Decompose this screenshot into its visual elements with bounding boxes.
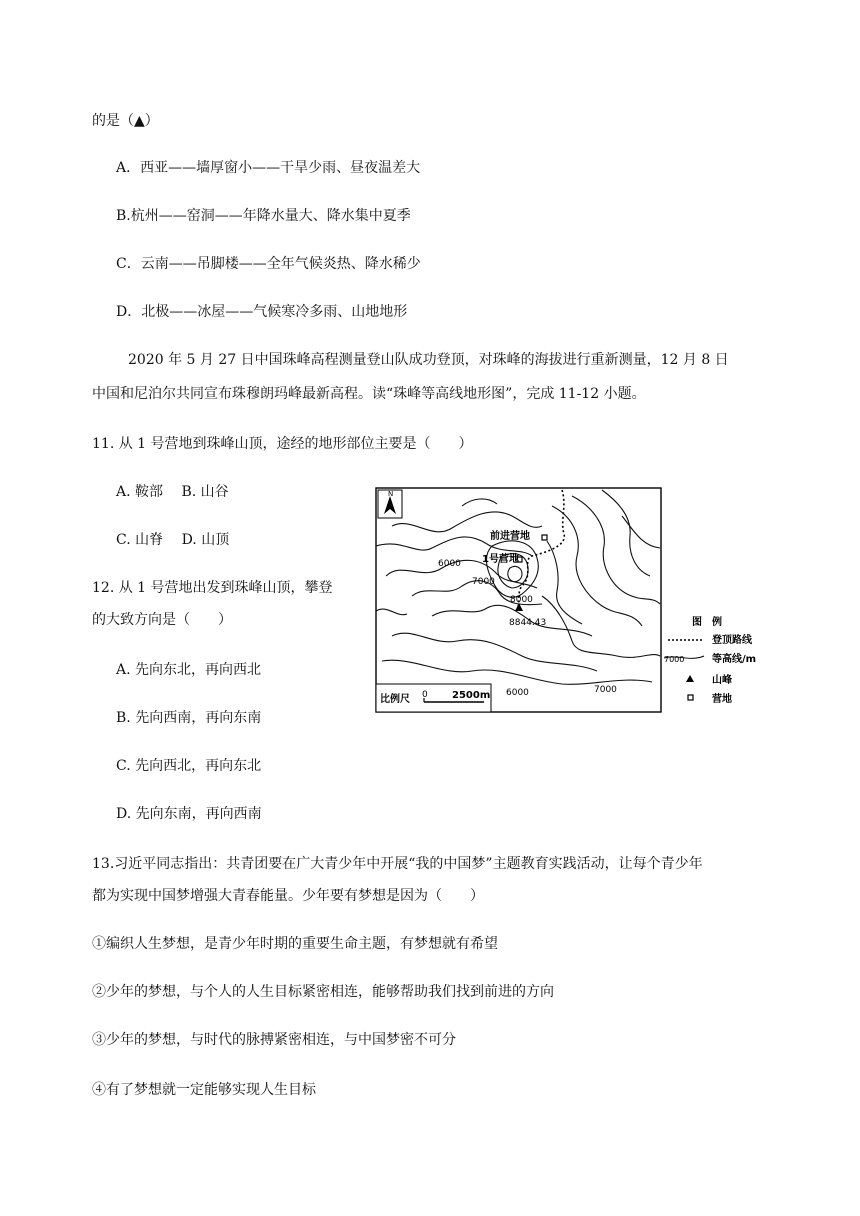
map-legend (664, 615, 756, 705)
q11-stem: 11. 从 1 号营地到珠峰山顶，途经的地形部位主要是（ ） (92, 436, 473, 452)
contour-lines (376, 490, 660, 684)
legend-contour-label: 等高线/m (712, 654, 757, 665)
peak-elevation-label: 8844.43 (509, 618, 547, 628)
passage-line-2: 中国和尼泊尔共同宣布珠穆朗玛峰最新高程。读“珠峰等高线地形图”，完成 11-12 小题。 (92, 386, 646, 402)
forward-camp-marker (542, 535, 547, 540)
legend-peak-icon (686, 675, 694, 682)
scale-bar (376, 684, 491, 712)
contour-label-6000-b: 6000 (506, 688, 529, 698)
q11-options-row-2: C. 山脊 D. 山顶 (116, 532, 230, 548)
contour-map-svg (372, 486, 782, 716)
legend-camp-label: 营地 (712, 694, 732, 705)
q13-item-1: ①编织人生梦想，是青少年时期的重要生命主题，有梦想就有希望 (92, 936, 498, 952)
scale-value: 2500m (452, 690, 491, 701)
scale-label: 比例尺 (380, 694, 410, 705)
contour-label-8000: 8000 (510, 595, 533, 605)
q12-option-b: B. 先向西南，再向东南 (116, 710, 262, 726)
camp-1-label: 1号营地 (482, 554, 519, 565)
q10-option-d: D．北极——冰屋——气候寒冷多雨、山地地形 (116, 304, 408, 320)
legend-route-label: 登顶路线 (712, 635, 752, 646)
q10-option-b: B.杭州——窑洞——年降水量大、降水集中夏季 (116, 208, 411, 224)
north-arrow (378, 490, 402, 518)
q13-item-4: ④有了梦想就一定能够实现人生目标 (92, 1082, 316, 1098)
q10-option-c: C．云南——吊脚楼——全年气候炎热、降水稀少 (116, 256, 421, 272)
q13-stem-1: 13.习近平同志指出：共青团要在广大青少年中开展“我的中国梦”主题教育实践活动，让每个青少年 (92, 856, 703, 872)
passage-line-1: 2020 年 5 月 27 日中国珠峰高程测量登山队成功登顶，对珠峰的海拔进行重新测量，12 月 8 日 (128, 352, 729, 368)
legend-title: 图 例 (692, 617, 722, 628)
q12-stem-2: 的大致方向是（ ） (92, 612, 232, 628)
q11-options-row-1: A. 鞍部 B. 山谷 (116, 484, 229, 500)
contour-label-7000-b: 7000 (594, 685, 617, 695)
forward-camp-label: 前进营地 (490, 531, 530, 542)
contour-label-6000: 6000 (438, 559, 461, 569)
scale-zero: 0 (422, 690, 428, 700)
intro-tail: 的是（▲） (92, 113, 159, 129)
north-label: N (388, 490, 394, 498)
legend-peak-label: 山峰 (712, 675, 732, 686)
q13-item-3: ③少年的梦想，与时代的脉搏紧密相连，与中国梦密不可分 (92, 1032, 456, 1048)
legend-camp-icon (688, 695, 693, 700)
q13-item-2: ②少年的梦想，与个人的人生目标紧密相连，能够帮助我们找到前进的方向 (92, 984, 554, 1000)
q12-option-a: A. 先向东北，再向西北 (116, 662, 262, 678)
q12-option-d: D. 先向东南，再向西南 (116, 806, 262, 822)
q13-stem-2: 都为实现中国梦增强大青春能量。少年要有梦想是因为（ ） (92, 888, 484, 904)
q12-stem-1: 12. 从 1 号营地出发到珠峰山顶，攀登 (92, 580, 333, 596)
q12-option-c: C. 先向西北，再向东北 (116, 758, 262, 774)
legend-contour-sample-value: 7000 (664, 655, 685, 664)
contour-map-figure (372, 486, 782, 716)
q10-option-a: A．西亚——墙厚窗小——干旱少雨、昼夜温差大 (116, 160, 421, 176)
contour-label-7000: 7000 (472, 577, 495, 587)
